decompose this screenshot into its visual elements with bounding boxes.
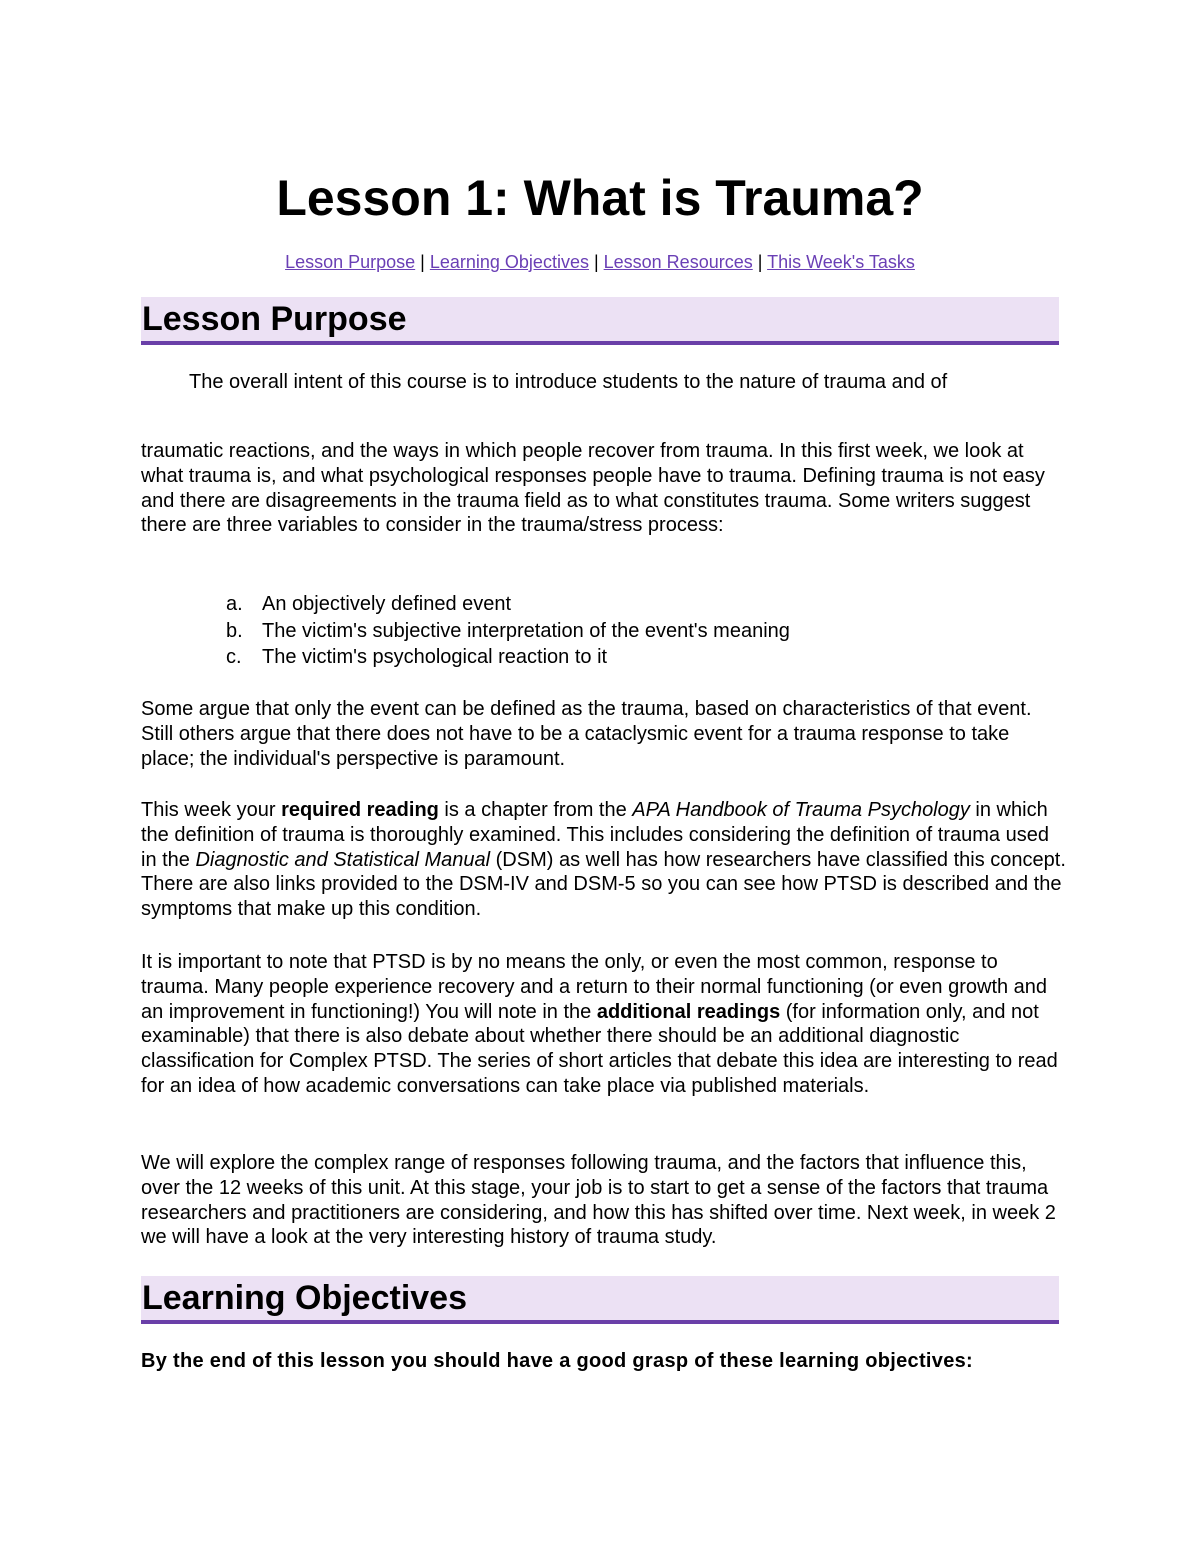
list-marker: b. [226,619,243,642]
trauma-variables-list [226,591,790,671]
list-item [226,644,790,671]
apa-handbook-title: APA Handbook of Trauma Psychology [632,799,970,821]
nav-separator: | [752,252,768,272]
purpose-paragraph-2: Some argue that only the event can be defined as the trauma, based on characteristics of that event. Still others argue that there does not have to be a cataclysmic event for a trauma response to take place; the individual's perspective is paramount. [141,698,1032,770]
section-nav [0,250,1200,274]
list-item [226,618,790,645]
nav-separator: | [415,252,430,272]
nav-link-learning-objectives[interactable]: Learning Objectives [429,252,589,272]
list-item [226,591,790,618]
list-item-text: The victim's psychological reaction to it [262,646,608,668]
purpose-lead-line: The overall intent of this course is to introduce students to the nature of trauma and of [189,371,948,393]
list-marker: a. [226,593,243,615]
section-heading-learning-objectives [141,1276,1059,1324]
section-heading-lesson-purpose [141,297,1059,345]
purpose-paragraph-4: It is important to note that PTSD is by no means the only, or even the most common, response to trauma. Many people experience recovery and a return to their normal functioning (or even growth and an improvement in functioning!) You will note in the additional readings (for information only, and not examinable) that there is also debate about whether there should be an additional diagnostic classification for Complex PTSD. The series of short articles that debate this idea are interesting to read for an idea of how academic conversations can take place via published materials. [141,951,1058,1097]
nav-separator: | [588,252,604,272]
objectives-intro: By the end of this lesson you should have a good grasp of these learning objectives: [141,1350,974,1372]
nav-link-lesson-resources[interactable]: Lesson Resources [603,252,753,272]
list-item-text: An objectively defined event [262,593,512,615]
section-heading-text: Learning Objectives [142,1279,467,1317]
list-item-text: The victim's subjective interpretation of the event's meaning [262,619,790,642]
purpose-paragraph-5: We will explore the complex range of responses following trauma, and the factors that influence this, over the 12 weeks of this unit. At this stage, your job is to start to get a sense of the factors that trauma researchers and practitioners are considering, and how this has shifted over time. Next week, in week 2 we will have a look at the very interesting history of trauma study. [141,1152,1056,1249]
section-heading-text: Lesson Purpose [142,300,407,338]
page-title: Lesson 1: What is Trauma? [276,170,924,226]
nav-link-this-weeks-tasks[interactable]: This Week's Tasks [767,252,915,272]
dsm-title: Diagnostic and Statistical Manual [195,848,491,871]
additional-readings-emphasis: additional readings [596,1000,781,1023]
nav-link-lesson-purpose[interactable]: Lesson Purpose [285,252,416,272]
purpose-paragraph-3: This week your required reading is a chapter from the APA Handbook of Trauma Psychology in which the definition of trauma is thoroughly examined. This includes considering the definition of trauma used in the Diagnostic and Statistical Manual (DSM) as well has how researchers have classified this concept. There are also links provided to the DSM-IV and DSM-5 so you can see how PTSD is described and the symptoms that make up this condition. [141,799,1066,921]
required-reading-emphasis: required reading [281,799,439,821]
purpose-paragraph-1: traumatic reactions, and the ways in which people recover from trauma. In this first week, we look at what trauma is, and what psychological responses people have to trauma. Defining trauma is not easy and there are disagreements in the trauma field as to what constitutes trauma. Some writers suggest there are three variables to consider in the trauma/stress process: [141,440,1045,537]
list-marker: c. [226,646,242,668]
